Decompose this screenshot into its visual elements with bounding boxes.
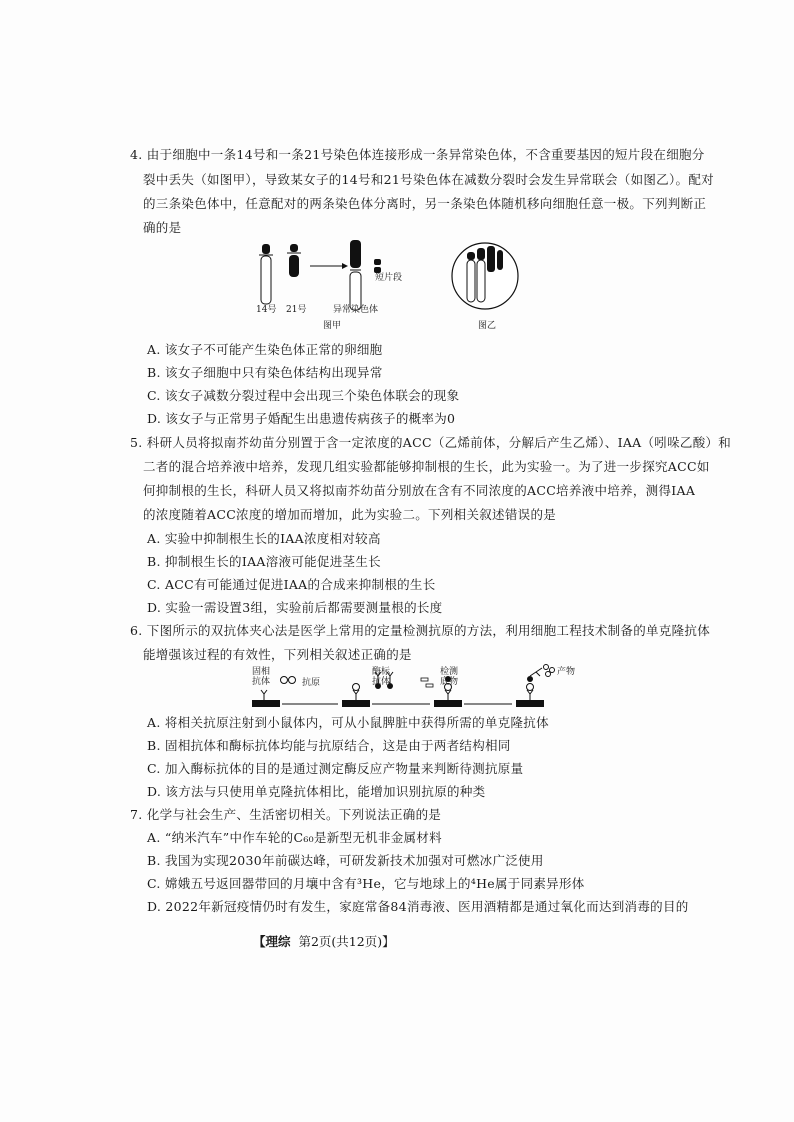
label-short-fragment: 短片段 [375, 273, 403, 283]
label-solid-antibody [252, 667, 270, 687]
label-product: 产物 [557, 667, 576, 677]
label-enzyme-antibody [372, 667, 390, 687]
q4-option-c: C. 该女子减数分裂过程中会出现三个染色体联会的现象 [147, 388, 460, 403]
label-substrate-2: 底物 [440, 677, 459, 687]
footer-page-number: 第2页(共12页)】 [298, 934, 395, 949]
q4-stem-line: 确的是 [143, 220, 182, 235]
label-solid-antibody-1: 固相 [252, 667, 271, 677]
chromosome-abnormal [350, 240, 361, 310]
q6-stem-line: 能增强该过程的有效性，下列相关叙述正确的是 [143, 647, 412, 662]
q5-option-a: A. 实验中抑制根生长的IAA浓度相对较高 [147, 531, 381, 546]
label-substrate [440, 667, 458, 687]
q6-option-b: B. 固相抗体和酶标抗体均能与抗原结合，这是由于两者结构相同 [147, 738, 511, 753]
elisa-diagram [250, 664, 580, 710]
footer-subject: 【理综 [253, 934, 291, 949]
q6-option-c: C. 加入酶标抗体的目的是通过测定酶反应产物量来判断待测抗原量 [147, 761, 524, 776]
q4-stem-line: 裂中丢失（如图甲），导致某女子的14号和21号染色体在减数分裂时会发生异常联会（如图乙）。配对 [143, 172, 714, 187]
q7-option-b: B. 我国为实现2030年前碳达峰，可研发新技术加强对可燃冰广泛使用 [147, 853, 544, 868]
q7-option-a: A. “纳米汽车”中作车轮的C₆₀是新型无机非金属材料 [147, 830, 442, 845]
label-14: 14号 [256, 305, 277, 315]
q6-option-a: A. 将相关抗原注射到小鼠体内，可从小鼠脾脏中获得所需的单克隆抗体 [147, 715, 549, 730]
q4-option-d: D. 该女子与正常男子婚配生出患遗传病孩子的概率为0 [147, 411, 456, 426]
q5-stem-line: 二者的混合培养液中培养，发现几组实验都能够抑制根的生长，此为实验一。为了进一步探究ACC如 [143, 459, 710, 474]
q5-option-d: D. 实验一需设置3组，实验前后都需要测量根的长度 [147, 600, 443, 615]
q6-option-d: D. 该方法与只使用单克隆抗体相比，能增加识别抗原的种类 [147, 784, 486, 799]
label-21: 21号 [286, 305, 307, 315]
chromosome-21 [287, 244, 301, 277]
q4-option-a: A. 该女子不可能产生染色体正常的卵细胞 [147, 342, 383, 357]
q7-option-d: D. 2022年新冠疫情仍时有发生，家庭常备84消毒液、医用酒精都是通过氧化而达到消毒的目的 [147, 899, 689, 914]
q5-stem-line: 的浓度随着ACC浓度的增加而增加，此为实验二。下列相关叙述错误的是 [143, 507, 557, 522]
label-antigen: 抗原 [302, 678, 321, 688]
label-substrate-1: 检测 [440, 667, 459, 677]
label-abnormal: 异常染色体 [333, 305, 379, 315]
page-footer [253, 932, 395, 950]
q5-stem-line: 5. 科研人员将拟南芥幼苗分别置于含一定浓度的ACC（乙烯前体，分解后产生乙烯）、IAA（吲哚乙酸）和 [130, 435, 732, 450]
figure-b-synapsis [450, 240, 520, 312]
q5-stem-line: 何抑制根的生长，科研人员又将拟南芥幼苗分别放在含有不同浓度的ACC培养液中培养，测得IAA [143, 483, 696, 498]
q5-option-b: B. 抑制根生长的IAA溶液可能促进茎生长 [147, 554, 381, 569]
q7-option-c: C. 嫦娥五号返回器带回的月壤中含有³He，它与地球上的⁴He属于同素异形体 [147, 876, 585, 891]
label-enzyme-antibody-2: 抗体 [372, 677, 391, 687]
chromosome-14 [259, 244, 273, 304]
q5-option-c: C. ACC有可能通过促进IAA的合成来抑制根的生长 [147, 577, 436, 592]
caption-figure-b: 图乙 [478, 321, 497, 331]
arrow-icon [310, 263, 348, 269]
q7-stem: 7. 化学与社会生产、生活密切相关。下列说法正确的是 [130, 807, 442, 822]
q4-option-b: B. 该女子细胞中只有染色体结构出现异常 [147, 365, 383, 380]
q6-stem-line: 6. 下图所示的双抗体夹心法是医学上常用的定量检测抗原的方法，利用细胞工程技术制备的单克隆抗体 [130, 623, 711, 638]
q4-stem-line: 的三条染色体中，任意配对的两条染色体分离时，另一条染色体随机移向细胞任意一极。下列判断正 [143, 196, 707, 211]
caption-figure-a: 图甲 [323, 321, 342, 331]
q4-stem-line: 4. 由于细胞中一条14号和一条21号染色体连接形成一条异常染色体，不含重要基因的短片段在细胞分 [130, 147, 705, 162]
label-enzyme-antibody-1: 酶标 [372, 667, 391, 677]
label-solid-antibody-2: 抗体 [252, 677, 271, 687]
